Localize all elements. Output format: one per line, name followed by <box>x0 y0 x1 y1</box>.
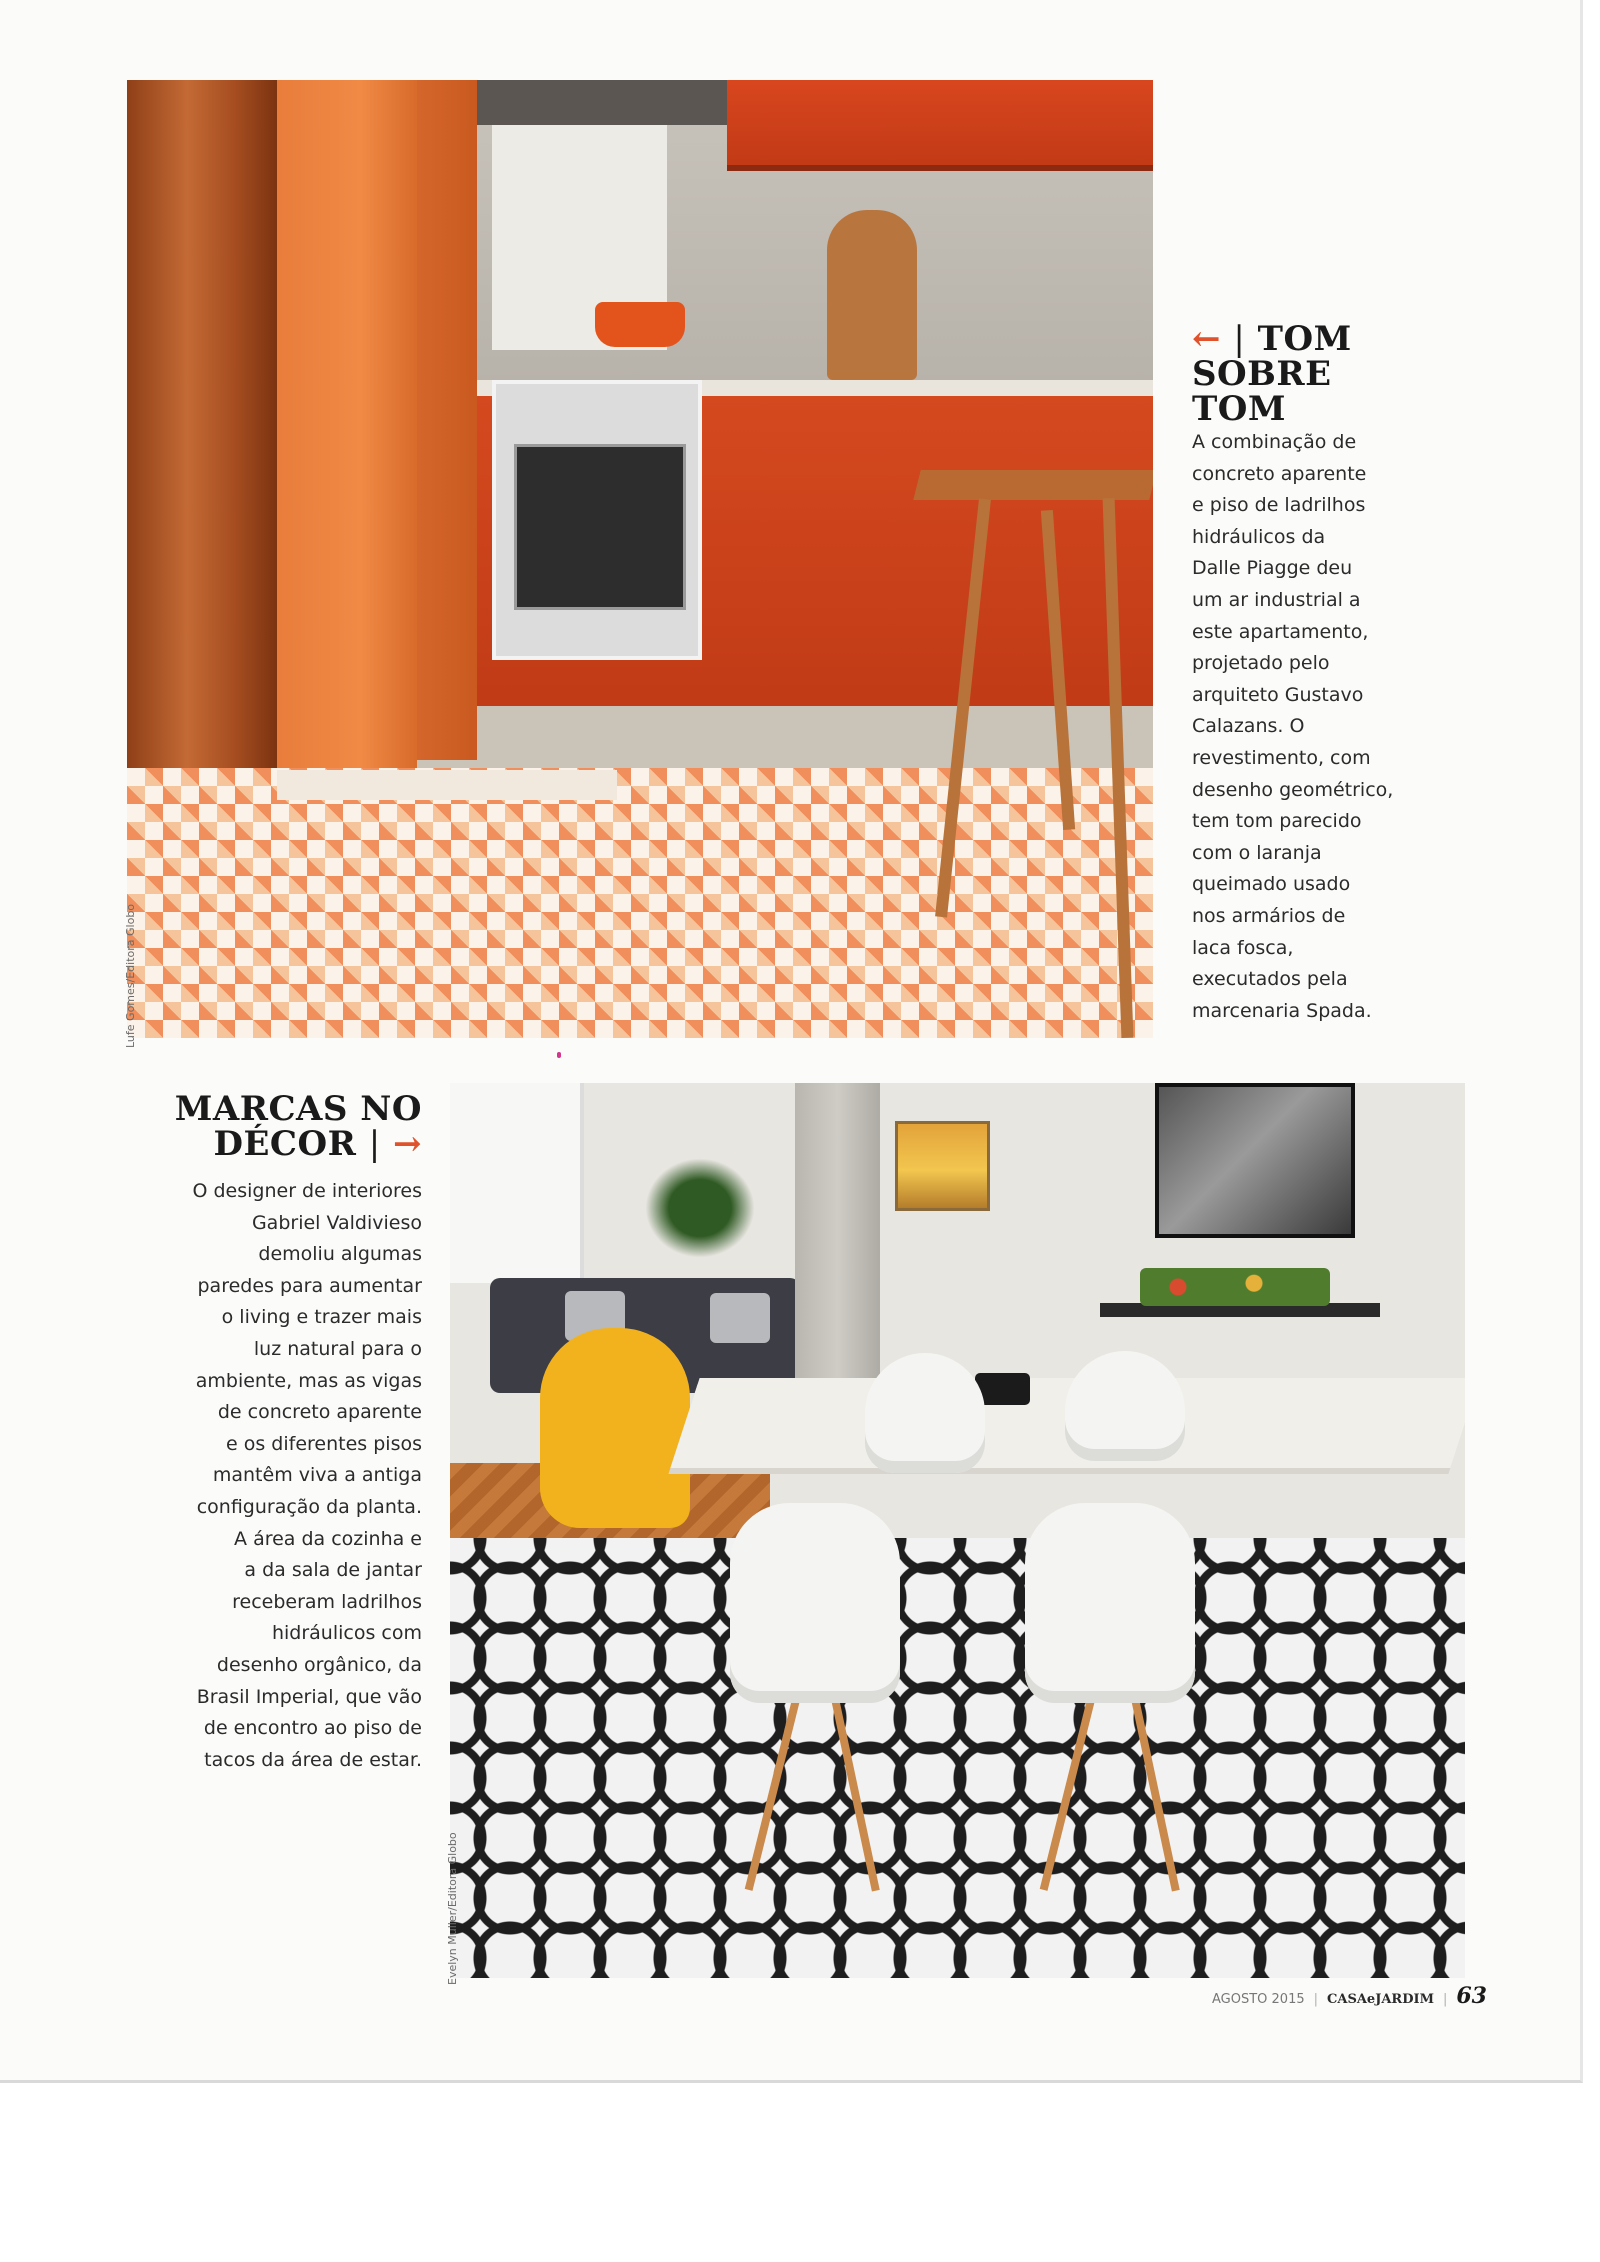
heading-line: TOM <box>1257 319 1352 359</box>
text-line: marcenaria Spada. <box>1192 999 1372 1022</box>
heading-line: MARCAS NO <box>174 1089 422 1129</box>
text-line: executados pela <box>1192 968 1348 991</box>
heading-line: DÉCOR <box>213 1124 357 1164</box>
heading-separator: | <box>368 1124 381 1164</box>
text-line: tacos da área de estar. <box>204 1748 422 1771</box>
text-line: demoliu algumas <box>258 1243 422 1266</box>
upper-cabinets <box>727 80 1153 171</box>
white-eames-chair <box>1065 1351 1185 1461</box>
text-line: tem tom parecido <box>1192 810 1362 833</box>
text-line: de encontro ao piso de <box>203 1717 422 1740</box>
page-number: 63 <box>1456 1983 1487 2009</box>
body-paragraph <box>160 1176 422 1776</box>
text-line: hidráulicos da <box>1192 525 1326 548</box>
photo-credit-dining: Evelyn Muller/Editora Globo <box>446 1832 459 1985</box>
heading-line: SOBRE <box>1192 354 1332 394</box>
planter <box>1140 1268 1330 1306</box>
text-line: a da sala de jantar <box>244 1559 422 1582</box>
baseboard <box>277 770 617 800</box>
text-line: Calazans. O <box>1192 715 1305 738</box>
text-line: nos armários de <box>1192 904 1346 927</box>
portrait-artwork <box>1155 1083 1355 1238</box>
section-heading <box>1192 319 1432 429</box>
text-line: e os diferentes pisos <box>226 1432 422 1455</box>
text-line: mantêm viva a antiga <box>212 1464 422 1487</box>
text-line: Brasil Imperial, que vão <box>196 1685 422 1708</box>
dining-table-top <box>913 470 1153 500</box>
text-line: ambiente, mas as vigas <box>195 1369 422 1392</box>
text-line: A combinação de <box>1192 431 1357 453</box>
hydraulic-tile-floor <box>127 768 1153 1038</box>
window <box>450 1083 584 1283</box>
dining-room-photo <box>450 1083 1465 1978</box>
section-heading <box>160 1089 422 1164</box>
text-line: com o laranja <box>1192 841 1322 864</box>
marcas-no-decor-block <box>160 1089 422 1776</box>
photo-credit-kitchen: Lufe Gomes/Editora Globo <box>124 903 137 1048</box>
oven-window <box>514 444 686 610</box>
white-eames-chair <box>1025 1503 1195 1703</box>
text-line: Gabriel Valdivieso <box>251 1211 422 1234</box>
cushion <box>710 1293 770 1343</box>
text-line: revestimento, com <box>1192 746 1371 769</box>
text-line: arquiteto Gustavo <box>1192 683 1364 706</box>
text-line: laca fosca, <box>1192 936 1294 959</box>
footer-separator: | <box>1442 1992 1448 2007</box>
text-line: concreto aparente <box>1192 462 1367 485</box>
text-line: luz natural para o <box>253 1337 422 1360</box>
arrow-right-icon: → <box>393 1124 422 1164</box>
text-line: A área da cozinha e <box>234 1527 422 1550</box>
text-line: o living e trazer mais <box>221 1306 422 1329</box>
text-line: receberam ladrilhos <box>232 1590 422 1613</box>
text-line: e piso de ladrilhos <box>1192 494 1366 517</box>
page-footer <box>1212 1983 1487 2009</box>
heading-separator: | <box>1233 319 1246 359</box>
kitchen-photo <box>127 80 1153 1038</box>
cutting-board <box>827 210 917 380</box>
text-line: paredes para aumentar <box>197 1274 422 1297</box>
issue-date: AGOSTO 2015 <box>1212 1992 1305 2007</box>
patterned-tile-floor <box>450 1538 1465 1978</box>
text-line: desenho geométrico, <box>1192 778 1394 801</box>
wall-painting <box>895 1121 990 1211</box>
yellow-panton-chair <box>540 1328 690 1528</box>
range-hood <box>467 80 727 125</box>
white-eames-chair <box>865 1353 985 1473</box>
print-speck <box>557 1052 561 1058</box>
text-line: desenho orgânico, da <box>216 1653 422 1676</box>
heading-line: TOM <box>1192 389 1287 429</box>
potted-plant <box>645 1158 755 1258</box>
text-line: projetado pelo <box>1192 652 1330 675</box>
white-eames-chair <box>730 1503 900 1703</box>
arrow-left-icon: ← <box>1192 319 1221 359</box>
footer-separator: | <box>1313 1992 1319 2007</box>
tom-sobre-tom-block <box>1192 319 1432 1027</box>
text-line: configuração da planta. <box>196 1495 422 1518</box>
body-paragraph <box>1192 427 1432 1027</box>
text-line: de concreto aparente <box>217 1401 422 1424</box>
magazine-name: CASAeJARDIM <box>1327 1992 1434 2007</box>
wood-panel <box>127 80 277 800</box>
text-line: O designer de interiores <box>192 1180 422 1202</box>
text-line: queimado usado <box>1192 873 1351 896</box>
orange-column-side <box>417 80 477 760</box>
concrete-column <box>795 1083 880 1423</box>
orange-pot <box>595 302 685 347</box>
orange-column <box>277 80 417 780</box>
oven <box>492 380 702 660</box>
text-line: hidráulicos com <box>271 1622 422 1645</box>
text-line: um ar industrial a <box>1192 588 1361 611</box>
text-line: Dalle Piagge deu <box>1192 557 1353 580</box>
text-line: este apartamento, <box>1192 620 1369 643</box>
